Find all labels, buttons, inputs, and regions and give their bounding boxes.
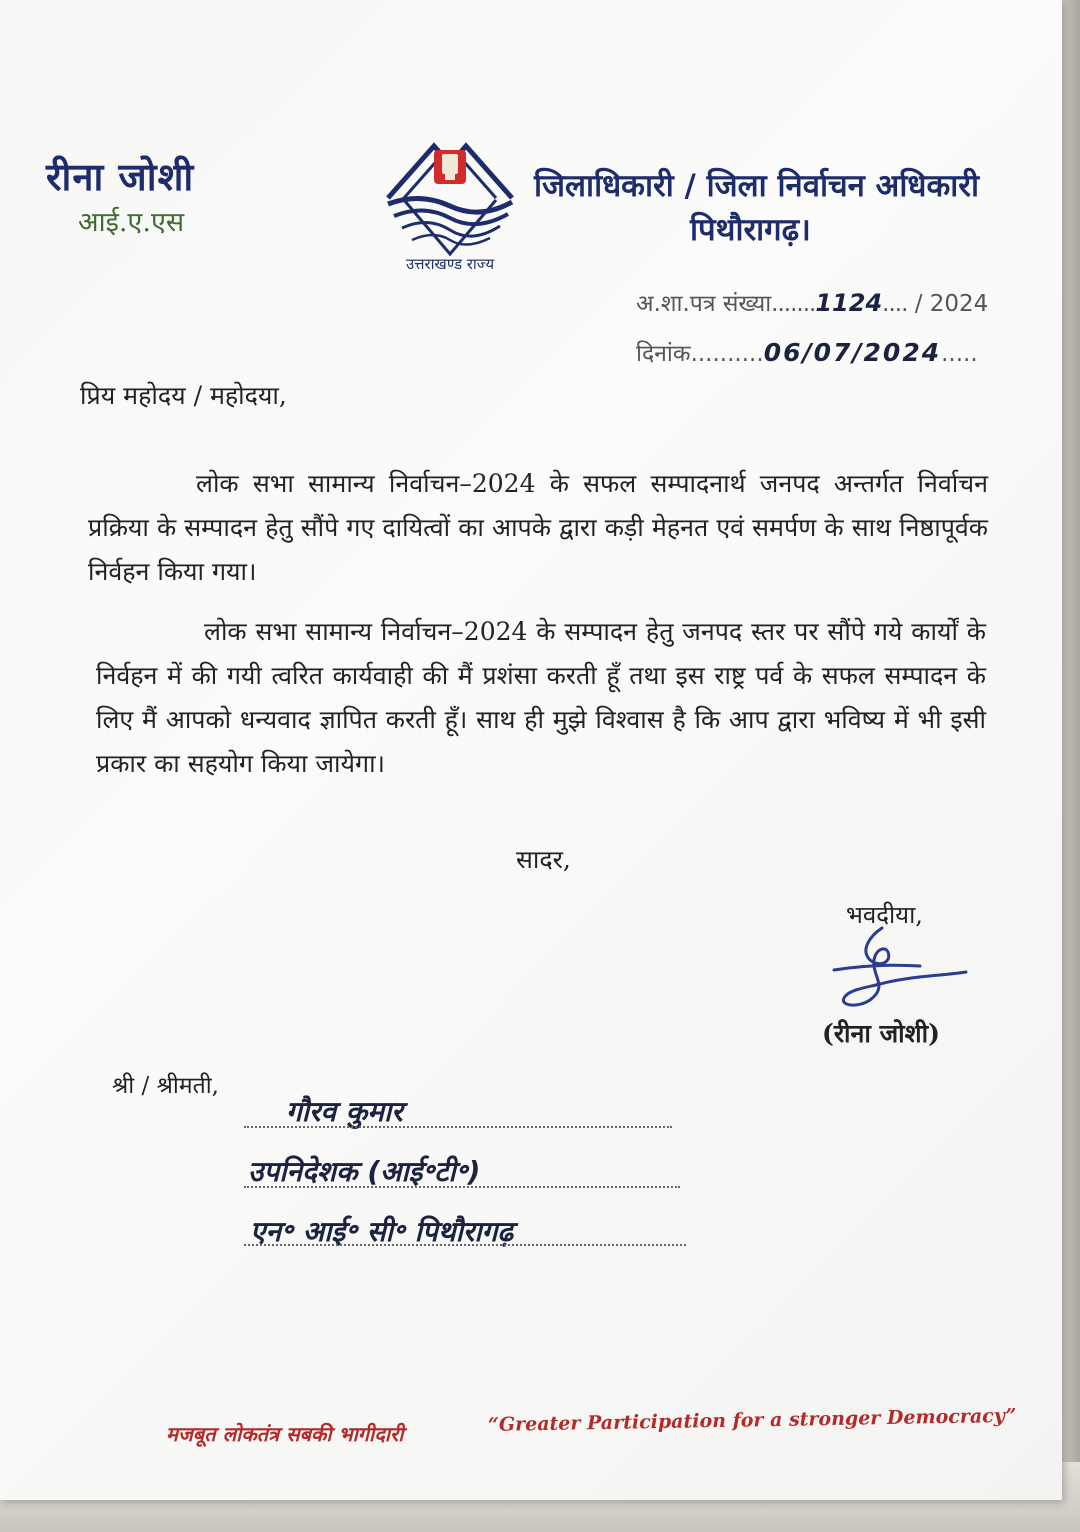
sender-title: आई.ए.एस [78,207,185,238]
closing: सादर, [516,845,571,874]
letter-number-label: अ.शा.पत्र संख्या [636,291,772,317]
recipient-designation: उपनिदेशक (आई॰टी॰) [248,1155,481,1188]
recipient-label: श्री / श्रीमती, [112,1073,219,1099]
emblem-caption: उत्तराखण्ड राज्य [405,255,495,273]
salutation: प्रिय महोदय / महोदया, [80,381,287,410]
office-place: पिथौरागढ़। [690,212,811,248]
address-line-3 [244,1244,686,1246]
letter-number-year: / 2024 [914,291,989,317]
recipient-name: गौरव कुमार [286,1095,403,1128]
address-line-1 [244,1126,672,1128]
handwritten-signature [830,922,970,1014]
body-paragraph-1: लोक सभा सामान्य निर्वाचन–2024 के सफल सम्पादनार्थ जनपद अन्तर्गत निर्वाचन प्रक्रिया के सम्पादन हेतु सौंपे गए दायित्वों का आपके द्वारा कड़ी मेहनत एवं समर्पण के साथ निष्ठापूर्वक निर्वहन किया गया। [88,469,988,586]
footer-english-slogan: “Greater Participation for a stronger Democracy” [487,1404,1017,1436]
office-title: जिलाधिकारी / जिला निर्वाचन अधिकारी [534,168,979,204]
address-line-2 [244,1186,680,1188]
letter-number-line: अ.शा.पत्र संख्या.......1124.... / 2024 [636,289,989,317]
sender-name: रीना जोशी [46,154,195,199]
recipient-office: एन॰ आई॰ सी॰ पिथौरागढ़ [250,1215,514,1248]
signer-name: (रीना जोशी) [822,1019,940,1048]
letter-number-value: 1124 [815,289,883,317]
footer-hindi-slogan: मजबूत लोकतंत्र सबकी भागीदारी [166,1422,404,1446]
date-value: 06/07/2024 [763,338,942,367]
yours-faithfully: भवदीया, [846,901,923,929]
date-label: दिनांक [636,341,691,367]
date-line: दिनांक..........06/07/2024..... [636,338,978,367]
body-paragraph-2: लोक सभा सामान्य निर्वाचन–2024 के सम्पादन हेतु जनपद स्तर पर सौंपे गये कार्यों के निर्वहन में की गयी त्वरित कार्यवाही की मैं प्रशंसा करती हूँ तथा इस राष्ट्र पर्व के सफल सम्पादन के लिए मैं आपको धन्यवाद ज्ञापित करती हूँ। साथ ही मुझे विश्वास है कि आप द्वारा भविष्य में भी इसी प्रकार का सहयोग किया जायेगा। [96,617,986,778]
